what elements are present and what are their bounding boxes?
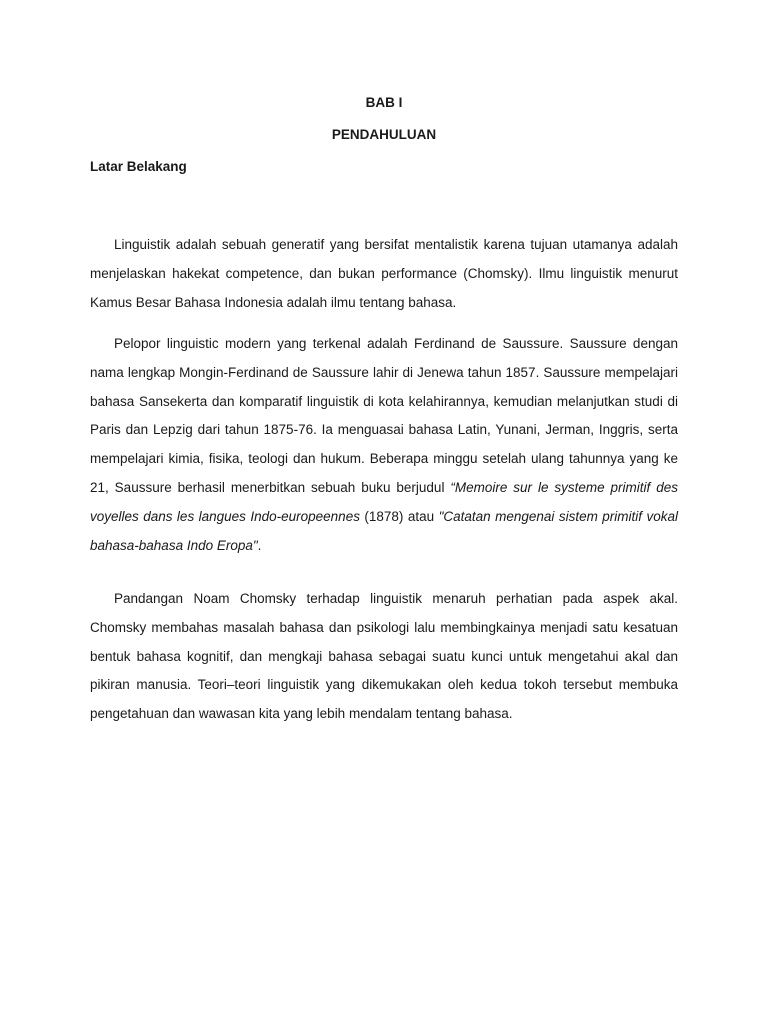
paragraph-2-end: .	[257, 537, 262, 553]
paragraph-1: Linguistik adalah sebuah generatif yang bersifat mentalistik karena tujuan utamanya adalah menjelaskan hakekat competence, dan bukan performance (Chomsky). Ilmu linguistik menurut Kamus Besar Bahasa Indonesia adalah ilmu tentang bahasa.	[90, 237, 678, 310]
chapter-title: PENDAHULUAN	[331, 127, 437, 142]
paragraph-2	[90, 330, 678, 560]
chapter-heading: BAB I	[365, 95, 403, 110]
paragraph-2-text: Pelopor linguistic modern yang terkenal adalah Ferdinand de Saussure. Saussure dengan nama lengkap Mongin-Ferdinand de Saussure lahir di Jenewa tahun 1857. Saussure mempelajari bahasa Sansekerta dan komparatif linguistik di kota kelahirannya, kemudian melanjutkan studi di Paris dan Lepzig dari tahun 1875-76. Ia menguasai bahasa Latin, Yunani, Jerman, Inggris, serta mempelajari kimia, fisika, teologi dan hukum. Beberapa minggu setelah ulang tahunnya yang ke 21, Saussure berhasil menerbitkan sebuah buku berjudul	[90, 336, 678, 495]
paragraph-2-book-translation: "Catatan mengenai sistem primitif vokal bahasa-bahasa Indo Eropa"	[90, 508, 678, 553]
section-heading: Latar Belakang	[90, 159, 187, 174]
paragraph-3: Pandangan Noam Chomsky terhadap linguistik menaruh perhatian pada aspek akal. Chomsky membahas masalah bahasa dan psikologi lalu membingkainya menjadi satu kesatuan bentuk bahasa kognitif, dan mengkaji bahasa sebagai suatu kunci untuk mengetahui akal dan pikiran manusia. Teori–teori linguistik yang dikemukakan oleh kedua tokoh tersebut membuka pengetahuan dan wawasan kita yang lebih mendalam tentang bahasa.	[90, 591, 678, 722]
paragraph-2-year: (1878) atau	[359, 508, 439, 524]
paragraph-2-book-title: “Memoire sur le systeme primitif des voyelles dans les langues Indo-europeennes	[90, 479, 678, 524]
